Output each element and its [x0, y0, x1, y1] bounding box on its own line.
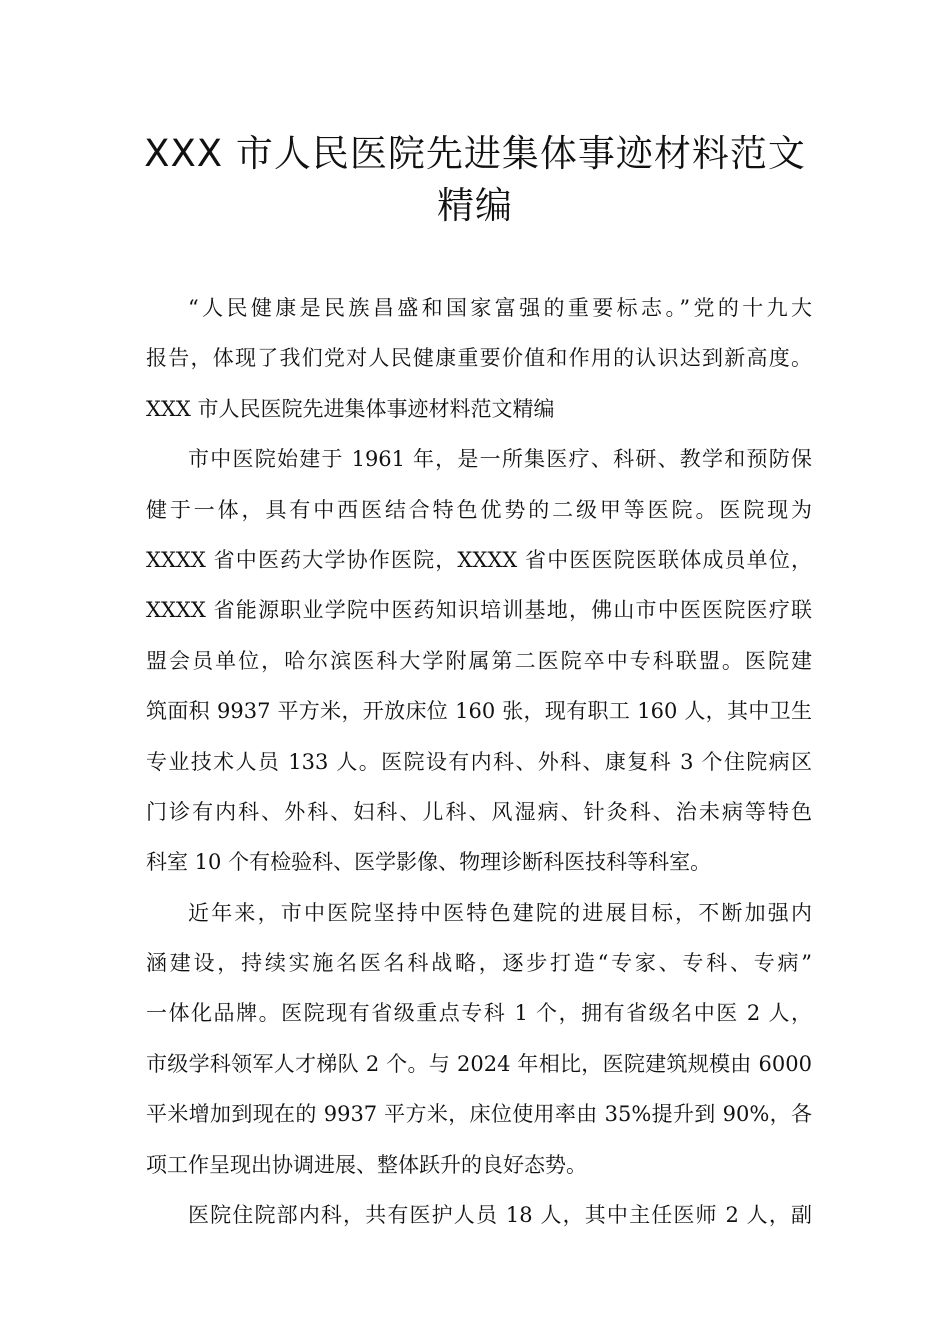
text-line: 门诊有内科、外科、妇科、儿科、风湿病、针灸科、治未病等特色	[146, 799, 812, 824]
text-line: 筑面积 9937 平方米，开放床位 160 张，现有职工 160 人，其中卫生	[146, 699, 812, 724]
text-line: XXXX 省能源职业学院中医药知识培训基地，佛山市中医医院医疗联	[146, 598, 812, 623]
title-line: XXX 市人民医院先进集体事迹材料范文	[144, 132, 806, 175]
text-line: 一体化品牌。医院现有省级重点专科 1 个，拥有省级名中医 2 人，	[146, 1001, 812, 1026]
text-line: 市中医院始建于 1961 年，是一所集医疗、科研、教学和预防保	[188, 447, 812, 472]
text-line: 报告，体现了我们党对人民健康重要价值和作用的认识达到新高度。	[146, 346, 812, 371]
paragraph	[146, 283, 812, 434]
text-line: 医院住院部内科，共有医护人员 18 人，其中主任医师 2 人，副	[188, 1203, 812, 1228]
title-line: 精编	[437, 184, 513, 227]
document-body	[146, 283, 812, 1240]
document-title	[120, 128, 830, 232]
paragraph	[146, 1190, 812, 1240]
text-line: XXXX 省中医药大学协作医院，XXXX 省中医医院医联体成员单位，	[146, 547, 812, 572]
text-line: 专业技术人员 133 人。医院设有内科、外科、康复科 3 个住院病区	[146, 749, 812, 774]
text-line: 科室 10 个有检验科、医学影像、物理诊断科医技科等科室。	[146, 850, 712, 875]
text-line: 市级学科领军人才梯队 2 个。与 2024 年相比，医院建筑规模由 6000	[146, 1051, 812, 1076]
paragraph	[146, 434, 812, 888]
text-line: XXX 市人民医院先进集体事迹材料范文精编	[146, 396, 555, 421]
text-line: 盟会员单位，哈尔滨医科大学附属第二医院卒中专科联盟。医院建	[146, 648, 812, 673]
text-line: 平米增加到现在的 9937 平方米，床位使用率由 35%提升到 90%，各	[146, 1102, 812, 1127]
text-line: 涵建设，持续实施名医名科战略，逐步打造“专家、专科、专病”	[146, 951, 812, 976]
text-line: “人民健康是民族昌盛和国家富强的重要标志。”党的十九大	[188, 296, 812, 320]
text-line: 健于一体，具有中西医结合特色优势的二级甲等医院。医院现为	[146, 497, 812, 522]
paragraph	[146, 888, 812, 1190]
text-line: 项工作呈现出协调进展、整体跃升的良好态势。	[146, 1152, 587, 1177]
text-line: 近年来，市中医院坚持中医特色建院的进展目标，不断加强内	[188, 900, 812, 925]
